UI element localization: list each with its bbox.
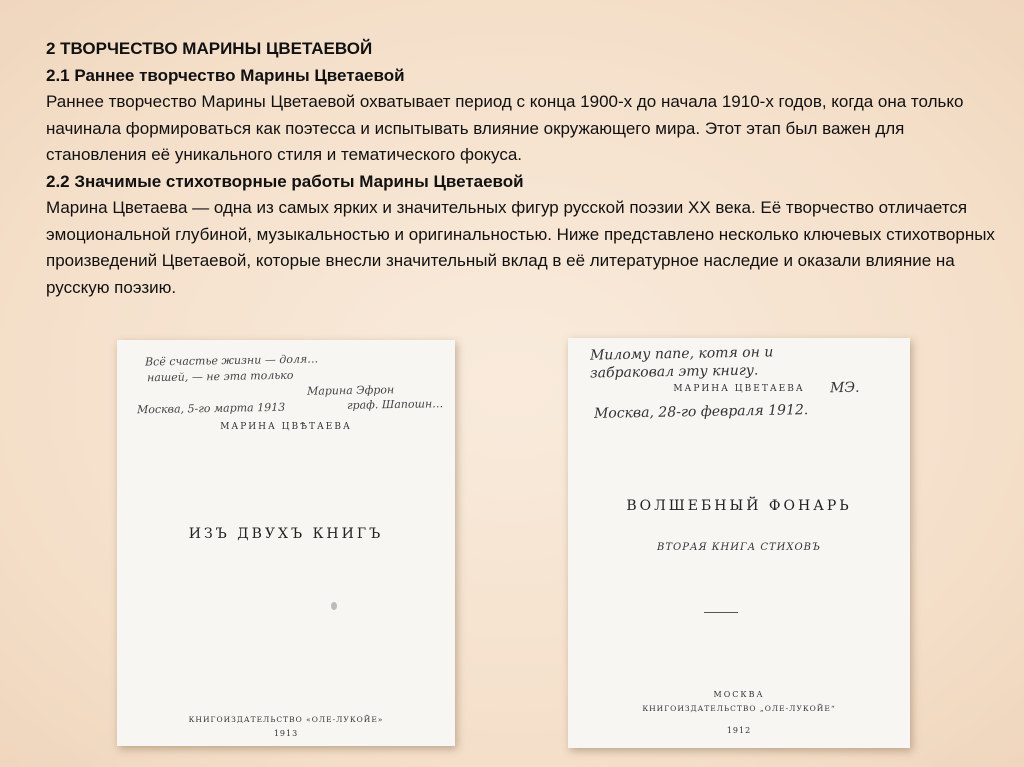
handwritten-signature: МЭ. bbox=[829, 379, 860, 397]
handwritten-signature-1: Марина Эфрон bbox=[306, 383, 395, 398]
subsection-heading-works: 2.2 Значимые стихотворные работы Марины Цветаевой bbox=[46, 171, 524, 191]
book-author: МАРИНА ЦВѢТАЕВА bbox=[220, 422, 352, 432]
subsection-heading-early: 2.1 Раннее творчество Марины Цветаевой bbox=[46, 65, 405, 85]
text-block bbox=[46, 36, 996, 301]
handwritten-inscription-line1: Всё счастье жизни — доля… bbox=[144, 352, 319, 369]
book-publisher: КНИГОИЗДАТЕЛЬСТВО „ОЛЕ-ЛУКОЙЕ“ bbox=[642, 704, 836, 713]
paragraph-early-work: Раннее творчество Марины Цветаевой охватывает период с конца 1900-х до начала 1910-х годов, когда она только начинала формироваться как поэтесса и испытывать влияние окружающего мира. Этот этап был важен для становления её уникального стиля и тематического фокуса. bbox=[46, 92, 964, 164]
book-subtitle: ВТОРАЯ КНИГА СТИХОВЪ bbox=[657, 542, 821, 553]
book-title: ВОЛШЕБНЫЙ ФОНАРЬ bbox=[626, 498, 852, 514]
decorative-rule bbox=[704, 612, 738, 613]
section-heading: 2 ТВОРЧЕСТВО МАРИНЫ ЦВЕТАЕВОЙ bbox=[46, 39, 373, 58]
handwritten-inscription-line2: нашей, — не эта только bbox=[146, 368, 294, 385]
paper-smudge bbox=[331, 602, 337, 610]
book-title: ИЗЪ ДВУХЪ КНИГЪ bbox=[188, 526, 384, 542]
book-author: МАРИНА ЦВЕТАЕВА bbox=[673, 384, 805, 394]
handwritten-signature-2: граф. Шапошн… bbox=[346, 397, 444, 412]
handwritten-date: Москва, 5-го марта 1913 bbox=[136, 400, 286, 417]
book-city: МОСКВА bbox=[713, 690, 765, 699]
book-year: 1912 bbox=[726, 726, 752, 735]
book-cover-iz-dvukh-knig bbox=[117, 340, 455, 746]
book-publisher: КНИГОИЗДАТЕЛЬСТВО «ОЛЕ-ЛУКОЙЕ» bbox=[188, 715, 384, 724]
paragraph-works: Марина Цветаева — одна из самых ярких и значительных фигур русской поэзии XX века. Её творчество отличается эмоциональной глубиной, музыкальностью и оригинальностью. Ниже представлено несколько ключевых стихотворных произведений Цветаевой, которые внесли значительный вклад в её литературное наследие и оказали влияние на русскую поэзию. bbox=[46, 198, 995, 297]
handwritten-inscription-line1: Милому папе, котя он и bbox=[589, 344, 774, 364]
book-cover-volshebny-fonar bbox=[568, 338, 910, 748]
handwritten-date: Москва, 28-го февраля 1912. bbox=[593, 402, 809, 422]
handwritten-inscription-line2: забраковал эту книгу. bbox=[589, 362, 759, 382]
book-year: 1913 bbox=[273, 729, 299, 738]
